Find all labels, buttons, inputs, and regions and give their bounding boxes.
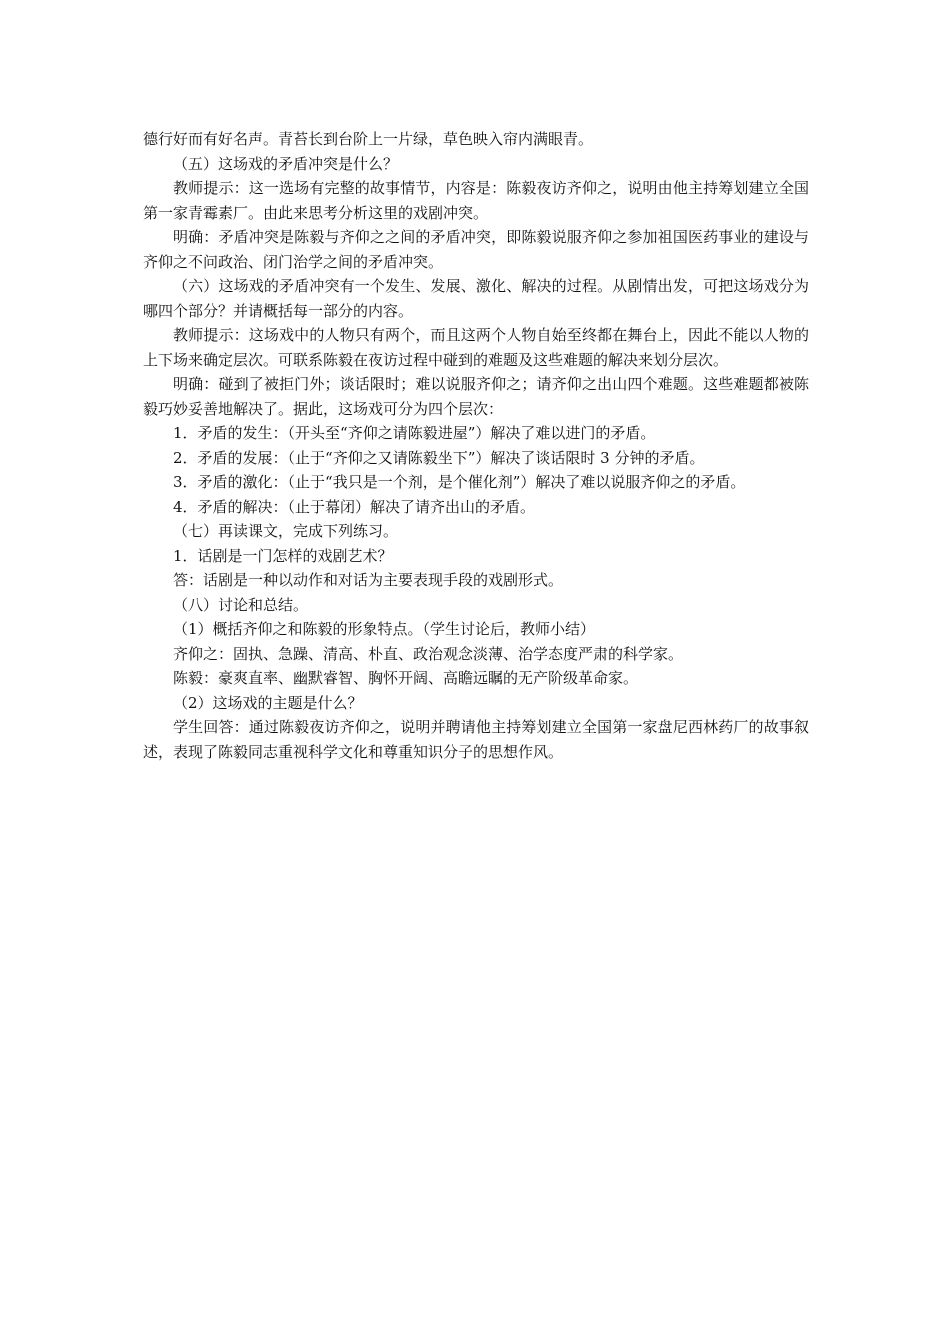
paragraph: 陈毅：豪爽直率、幽默睿智、胸怀开阔、高瞻远瞩的无产阶级革命家。	[173, 669, 639, 687]
list-item: 2．矛盾的发展：（止于“齐仰之又请陈毅坐下”）解决了谈话限时 3 分钟的矛盾。	[173, 448, 705, 467]
question: （2）这场戏的主题是什么？	[173, 693, 363, 712]
answer: 学生回答：通过陈毅夜访齐仰之，说明并聘请他主持筹划建立全国第一家盘尼西林药厂的故事叙述，表现了陈毅同志重视科学文化和尊重知识分子的思想作风。	[143, 718, 809, 761]
answer: 答：话剧是一种以动作和对话为主要表现手段的戏剧形式。	[173, 571, 564, 589]
paragraph: 德行好而有好名声。青苔长到台阶上一片绿，草色映入帘内满眼青。	[143, 130, 594, 148]
question: （1）概括齐仰之和陈毅的形象特点。（学生讨论后，教师小结）	[173, 620, 596, 638]
list-item: 1．矛盾的发生：（开头至“齐仰之请陈毅进屋”）解决了难以进门的矛盾。	[173, 424, 656, 442]
section-heading-5: （五）这场戏的矛盾冲突是什么？	[173, 154, 399, 173]
list-item: 4．矛盾的解决：（止于幕闭）解决了请齐出山的矛盾。	[173, 497, 536, 516]
paragraph: 齐仰之：固执、急躁、清高、朴直、政治观念淡薄、治学态度严肃的科学家。	[173, 644, 684, 663]
section-heading-8: （八）讨论和总结。	[173, 595, 309, 614]
paragraph: 教师提示：这一选场有完整的故事情节，内容是：陈毅夜访齐仰之，说明由他主持筹划建立全国第一家青霉素厂。由此来思考分析这里的戏剧冲突。	[143, 179, 809, 222]
section-heading-7: （七）再读课文，完成下列练习。	[173, 522, 399, 540]
document-page	[143, 127, 809, 764]
paragraph: 明确：碰到了被拒门外；谈话限时；难以说服齐仰之；请齐仰之出山四个难题。这些难题都被陈毅巧妙妥善地解决了。据此，这场戏可分为四个层次：	[143, 375, 809, 418]
question: 1．话剧是一门怎样的戏剧艺术？	[173, 546, 393, 565]
paragraph: 教师提示：这场戏中的人物只有两个，而且这两个人物自始至终都在舞台上，因此不能以人物的上下场来确定层次。可联系陈毅在夜访过程中碰到的难题及这些难题的解决来划分层次。	[143, 326, 809, 369]
section-heading-6: （六）这场戏的矛盾冲突有一个发生、发展、激化、解决的过程。从剧情出发，可把这场戏分为哪四个部分？并请概括每一部分的内容。	[143, 277, 809, 320]
list-item: 3．矛盾的激化：（止于“我只是一个剂，是个催化剂”）解决了难以说服齐仰之的矛盾。	[173, 473, 746, 491]
paragraph: 明确：矛盾冲突是陈毅与齐仰之之间的矛盾冲突，即陈毅说服齐仰之参加祖国医药事业的建设与齐仰之不问政治、闭门治学之间的矛盾冲突。	[143, 228, 809, 271]
